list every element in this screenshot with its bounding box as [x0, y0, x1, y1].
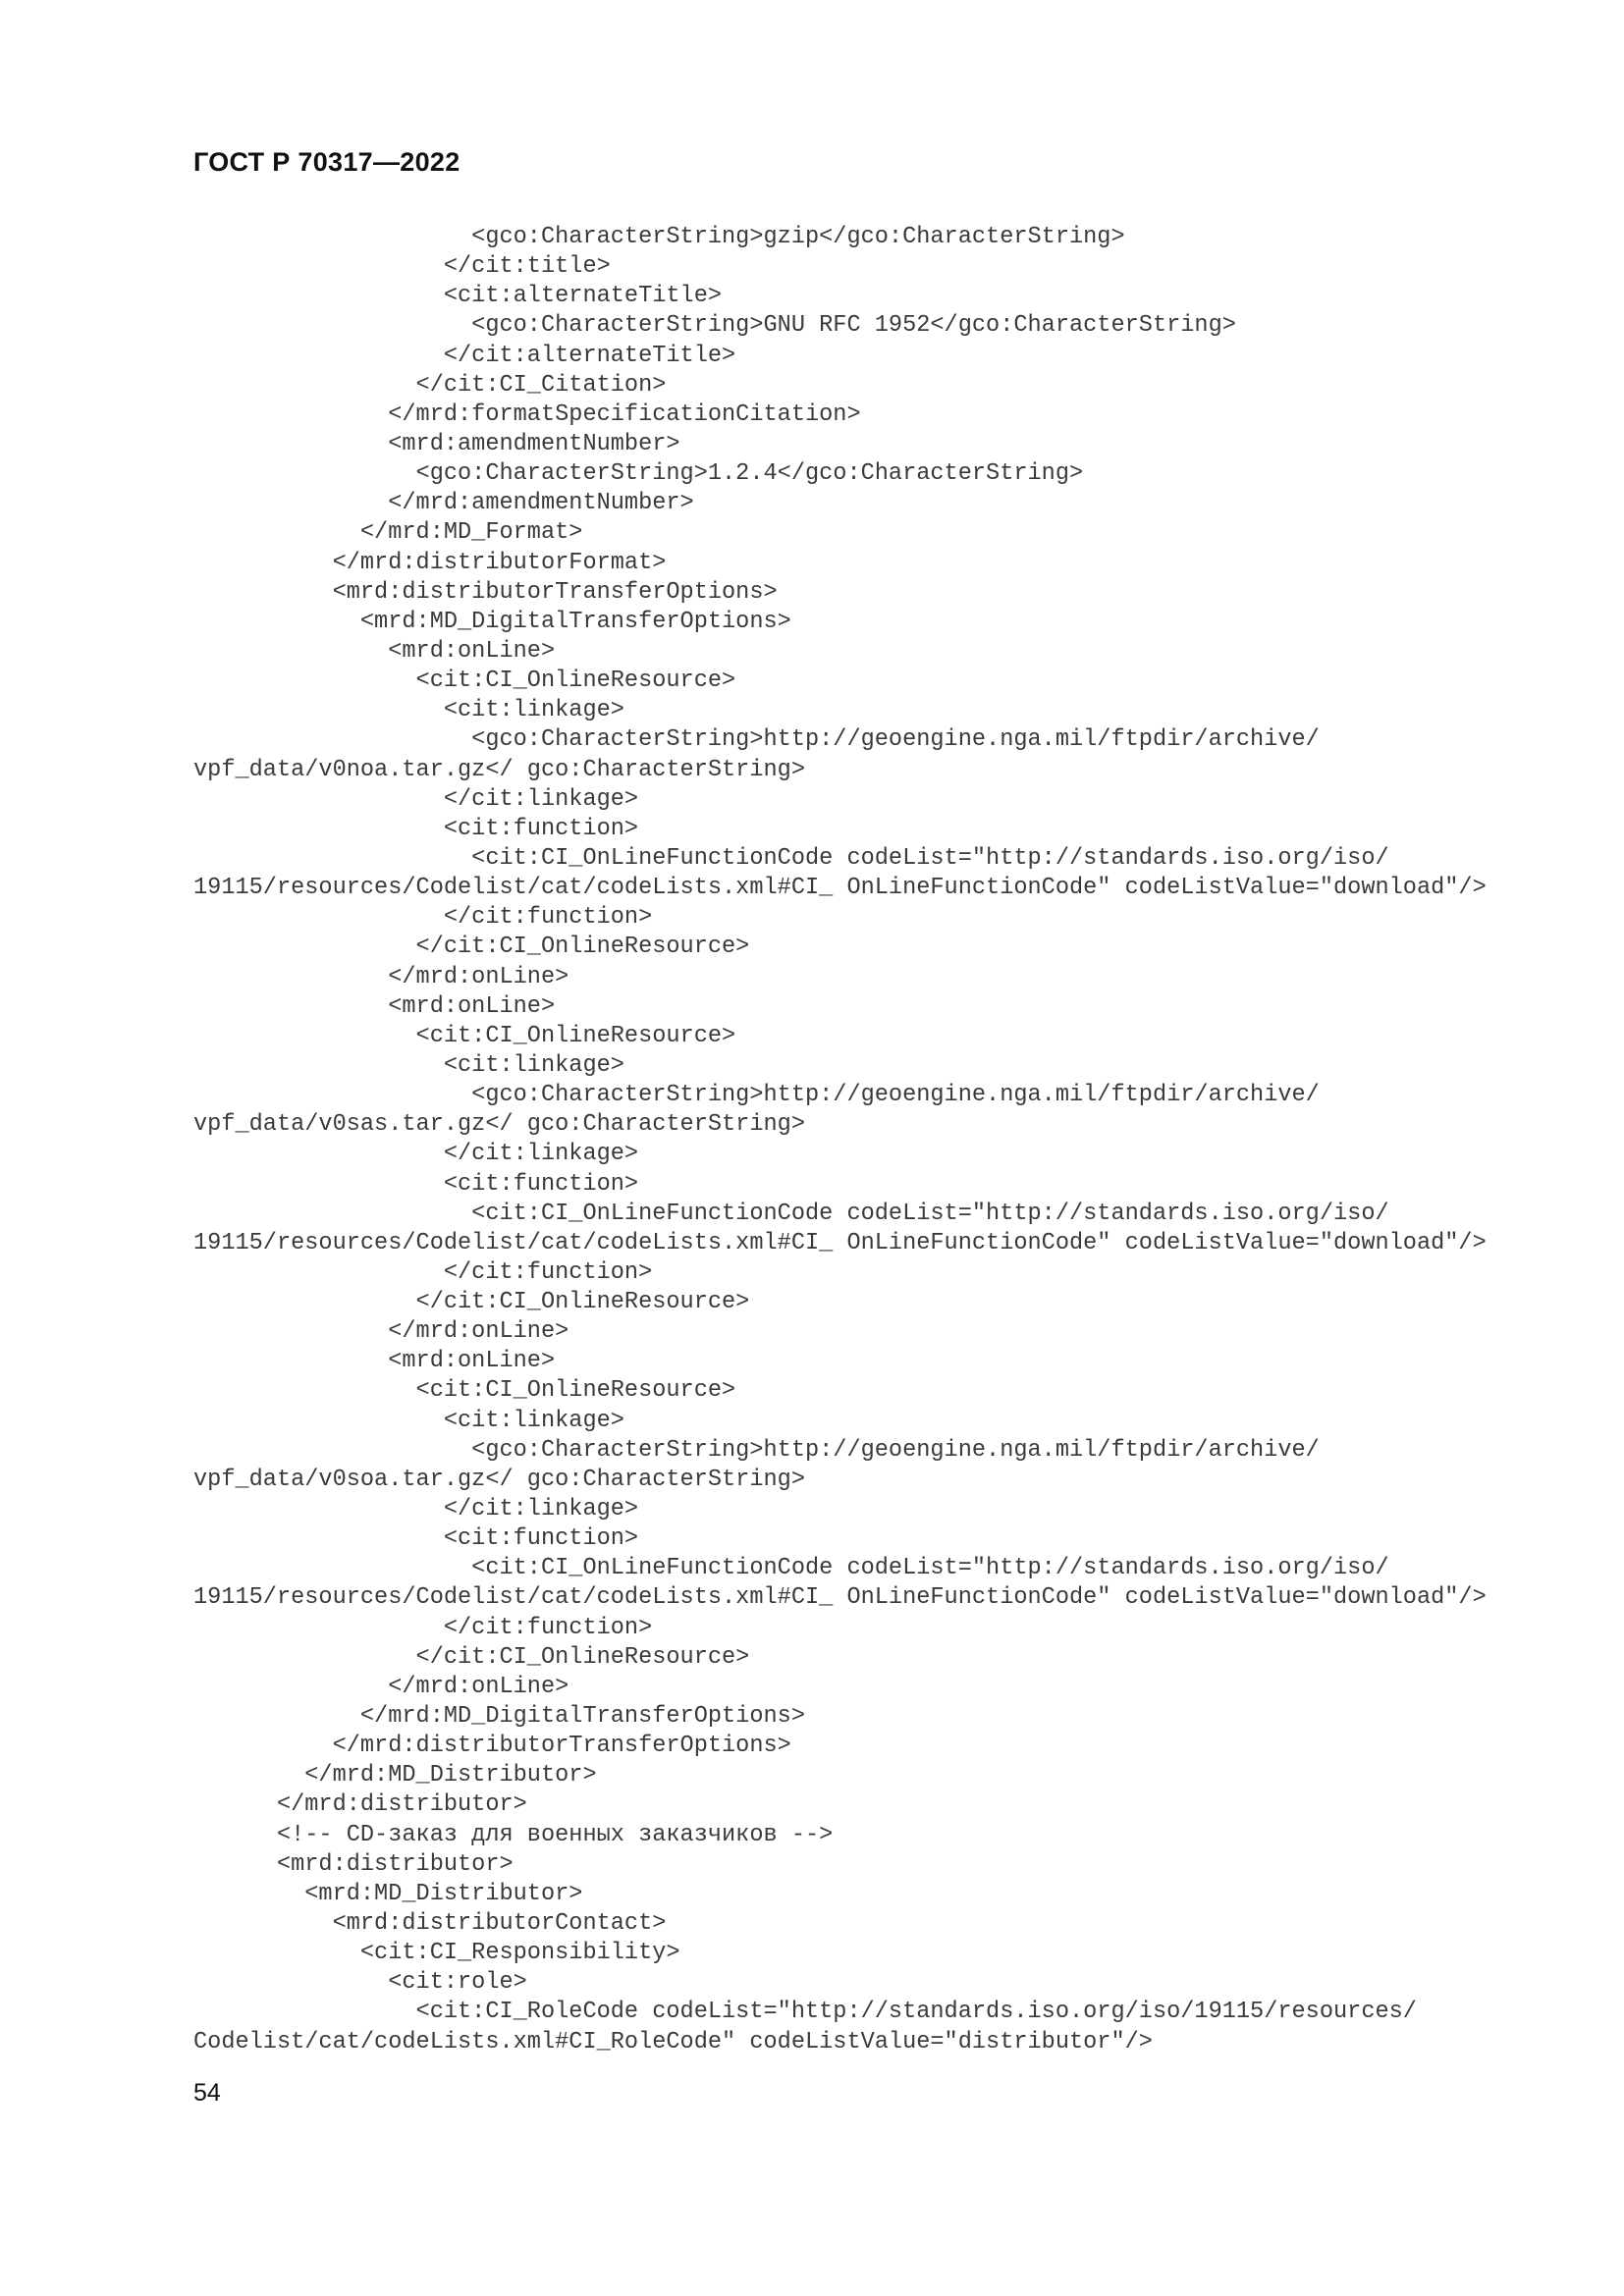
code-line: <cit:CI_OnLineFunctionCode codeList="http://standards.iso.org/iso/: [193, 1555, 1389, 1582]
code-line: <gco:CharacterString>http://geoengine.nga.mil/ftpdir/archive/: [193, 1436, 1320, 1464]
code-line: <gco:CharacterString>GNU RFC 1952</gco:CharacterString>: [193, 312, 1236, 340]
code-line: <mrd:onLine>: [193, 992, 556, 1020]
code-line: <!-- CD-заказ для военных заказчиков -->: [193, 1821, 834, 1848]
page-number: 54: [193, 2079, 221, 2107]
code-line: </mrd:onLine>: [193, 1673, 569, 1700]
code-line: <cit:CI_OnlineResource>: [193, 1377, 736, 1405]
code-line: 19115/resources/Codelist/cat/codeLists.xml#CI_ OnLineFunctionCode" codeListValue="download"/>: [193, 875, 1487, 902]
code-line: <mrd:onLine>: [193, 1348, 556, 1375]
code-line: Codelist/cat/codeLists.xml#CI_RoleCode" codeListValue="distributor"/>: [193, 2028, 1153, 2056]
code-line: <cit:CI_OnlineResource>: [193, 667, 736, 695]
code-line: <mrd:distributor>: [193, 1850, 514, 1878]
code-line: <cit:CI_OnLineFunctionCode codeList="http://standards.iso.org/iso/: [193, 844, 1389, 872]
code-line: <cit:CI_RoleCode codeList="http://standards.iso.org/iso/19115/resources/: [193, 1999, 1417, 2026]
code-line: <cit:role>: [193, 1969, 527, 1997]
code-line: </cit:title>: [193, 253, 611, 281]
code-line: </mrd:amendmentNumber>: [193, 490, 694, 517]
code-line: </cit:CI_OnlineResource>: [193, 934, 750, 961]
code-line: <gco:CharacterString>gzip</gco:CharacterString>: [193, 224, 1125, 250]
code-line: <mrd:distributorTransferOptions>: [193, 578, 778, 606]
code-line: </cit:function>: [193, 1258, 653, 1286]
code-line: </mrd:formatSpecificationCitation>: [193, 400, 861, 428]
document-header: ГОСТ Р 70317—2022: [193, 147, 460, 177]
code-line: <mrd:distributorContact>: [193, 1910, 667, 1938]
code-line: <cit:function>: [193, 815, 639, 842]
code-line: </mrd:distributor>: [193, 1791, 527, 1819]
xml-code-listing: [193, 223, 1548, 2057]
code-line: <mrd:MD_DigitalTransferOptions>: [193, 608, 791, 635]
code-line: </cit:linkage>: [193, 1141, 639, 1168]
code-line: </mrd:MD_Format>: [193, 519, 583, 547]
code-line: <cit:CI_OnlineResource>: [193, 1022, 736, 1049]
code-line: </mrd:onLine>: [193, 1318, 569, 1346]
code-line: vpf_data/v0noa.tar.gz</ gco:CharacterString>: [193, 756, 805, 783]
code-line: </cit:CI_OnlineResource>: [193, 1289, 750, 1316]
code-line: <mrd:amendmentNumber>: [193, 430, 680, 457]
code-line: <cit:CI_Responsibility>: [193, 1940, 680, 1967]
code-line: </mrd:MD_Distributor>: [193, 1762, 597, 1789]
code-line: </mrd:MD_DigitalTransferOptions>: [193, 1703, 805, 1731]
code-line: vpf_data/v0soa.tar.gz</ gco:CharacterString>: [193, 1466, 805, 1493]
code-line: </mrd:onLine>: [193, 963, 569, 990]
code-line: </cit:linkage>: [193, 785, 639, 813]
code-line: <cit:function>: [193, 1525, 639, 1553]
code-line: <cit:alternateTitle>: [193, 283, 723, 310]
code-line: </cit:function>: [193, 1614, 653, 1641]
code-line: 19115/resources/Codelist/cat/codeLists.xml#CI_ OnLineFunctionCode" codeListValue="download"/>: [193, 1229, 1487, 1256]
code-line: 19115/resources/Codelist/cat/codeLists.xml#CI_ OnLineFunctionCode" codeListValue="download"/>: [193, 1584, 1487, 1612]
code-line: <cit:linkage>: [193, 1051, 624, 1079]
code-line: vpf_data/v0sas.tar.gz</ gco:CharacterString>: [193, 1111, 805, 1139]
code-line: </mrd:distributorTransferOptions>: [193, 1733, 791, 1760]
code-line: </cit:alternateTitle>: [193, 342, 736, 369]
code-line: <cit:linkage>: [193, 697, 624, 724]
code-line: <gco:CharacterString>http://geoengine.nga.mil/ftpdir/archive/: [193, 726, 1320, 754]
code-line: <gco:CharacterString>1.2.4</gco:CharacterString>: [193, 460, 1084, 488]
code-line: <mrd:onLine>: [193, 637, 556, 665]
code-line: </cit:linkage>: [193, 1496, 639, 1523]
code-line: <gco:CharacterString>http://geoengine.nga.mil/ftpdir/archive/: [193, 1082, 1320, 1109]
code-line: </cit:CI_Citation>: [193, 371, 667, 399]
code-line: <cit:linkage>: [193, 1407, 624, 1434]
code-line: <mrd:MD_Distributor>: [193, 1880, 583, 1907]
code-line: <cit:function>: [193, 1170, 639, 1198]
code-line: </cit:CI_OnlineResource>: [193, 1643, 750, 1671]
code-line: <cit:CI_OnLineFunctionCode codeList="http://standards.iso.org/iso/: [193, 1200, 1389, 1227]
code-line: </cit:function>: [193, 904, 653, 932]
code-line: </mrd:distributorFormat>: [193, 549, 667, 576]
